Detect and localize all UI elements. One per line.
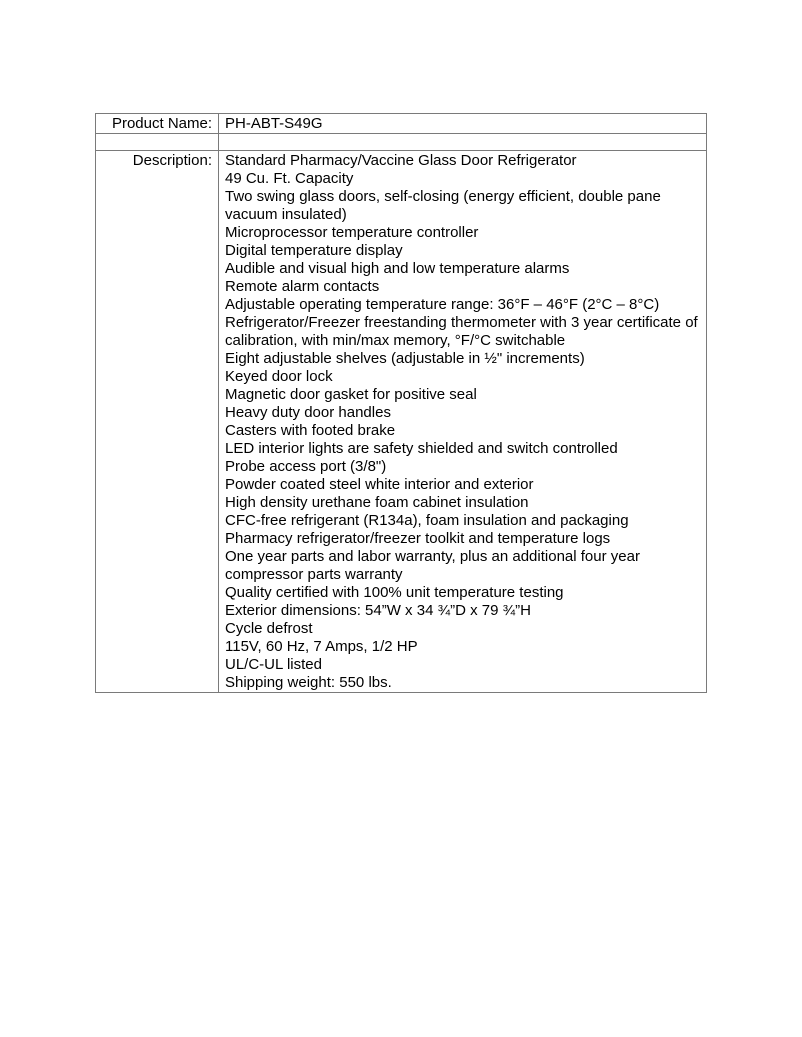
description-value (219, 151, 707, 693)
product-spec-table (95, 113, 707, 693)
spacer-row (96, 134, 707, 151)
description-line: LED interior lights are safety shielded and switch controlled (225, 440, 618, 457)
spacer-cell-value (219, 134, 707, 151)
description-line: Standard Pharmacy/Vaccine Glass Door Refrigerator (225, 152, 577, 169)
product-name-row (96, 114, 707, 134)
description-line: 115V, 60 Hz, 7 Amps, 1/2 HP (225, 638, 418, 655)
description-line: One year parts and labor warranty, plus an additional four year compressor parts warranty (225, 548, 640, 583)
description-line: High density urethane foam cabinet insulation (225, 494, 529, 511)
description-line: Adjustable operating temperature range: 36°F – 46°F (2°C – 8°C) (225, 296, 660, 313)
description-line: Heavy duty door handles (225, 404, 391, 421)
description-line: Digital temperature display (225, 242, 403, 259)
description-line: UL/C-UL listed (225, 656, 322, 673)
description-line: Shipping weight: 550 lbs. (225, 674, 392, 691)
description-line: Two swing glass doors, self-closing (energy efficient, double pane vacuum insulated) (225, 188, 661, 223)
description-label: Description: (96, 151, 219, 693)
description-line: Keyed door lock (225, 368, 333, 385)
description-line: Probe access port (3/8") (225, 458, 387, 475)
description-line: 49 Cu. Ft. Capacity (225, 170, 354, 187)
description-line: Cycle defrost (225, 620, 313, 637)
description-line: Quality certified with 100% unit temperature testing (225, 584, 564, 601)
description-row (96, 151, 707, 693)
description-line: Remote alarm contacts (225, 278, 380, 295)
description-line: Casters with footed brake (225, 422, 396, 439)
description-line: CFC-free refrigerant (R134a), foam insulation and packaging (225, 512, 629, 529)
description-line: Magnetic door gasket for positive seal (225, 386, 477, 403)
description-line: Eight adjustable shelves (adjustable in ½" increments) (225, 350, 585, 367)
description-line: Microprocessor temperature controller (225, 224, 479, 241)
product-name-label: Product Name: (96, 114, 219, 134)
description-line: Audible and visual high and low temperature alarms (225, 260, 570, 277)
description-line: Refrigerator/Freezer freestanding thermometer with 3 year certificate of calibration, with min/max memory, °F/°C switchable (225, 314, 698, 349)
product-name-value: PH-ABT-S49G (219, 114, 707, 134)
spacer-cell-label (96, 134, 219, 151)
description-line: Powder coated steel white interior and exterior (225, 476, 534, 493)
description-line: Pharmacy refrigerator/freezer toolkit and temperature logs (225, 530, 611, 547)
description-line: Exterior dimensions: 54”W x 34 ¾”D x 79 ¾”H (225, 602, 531, 619)
